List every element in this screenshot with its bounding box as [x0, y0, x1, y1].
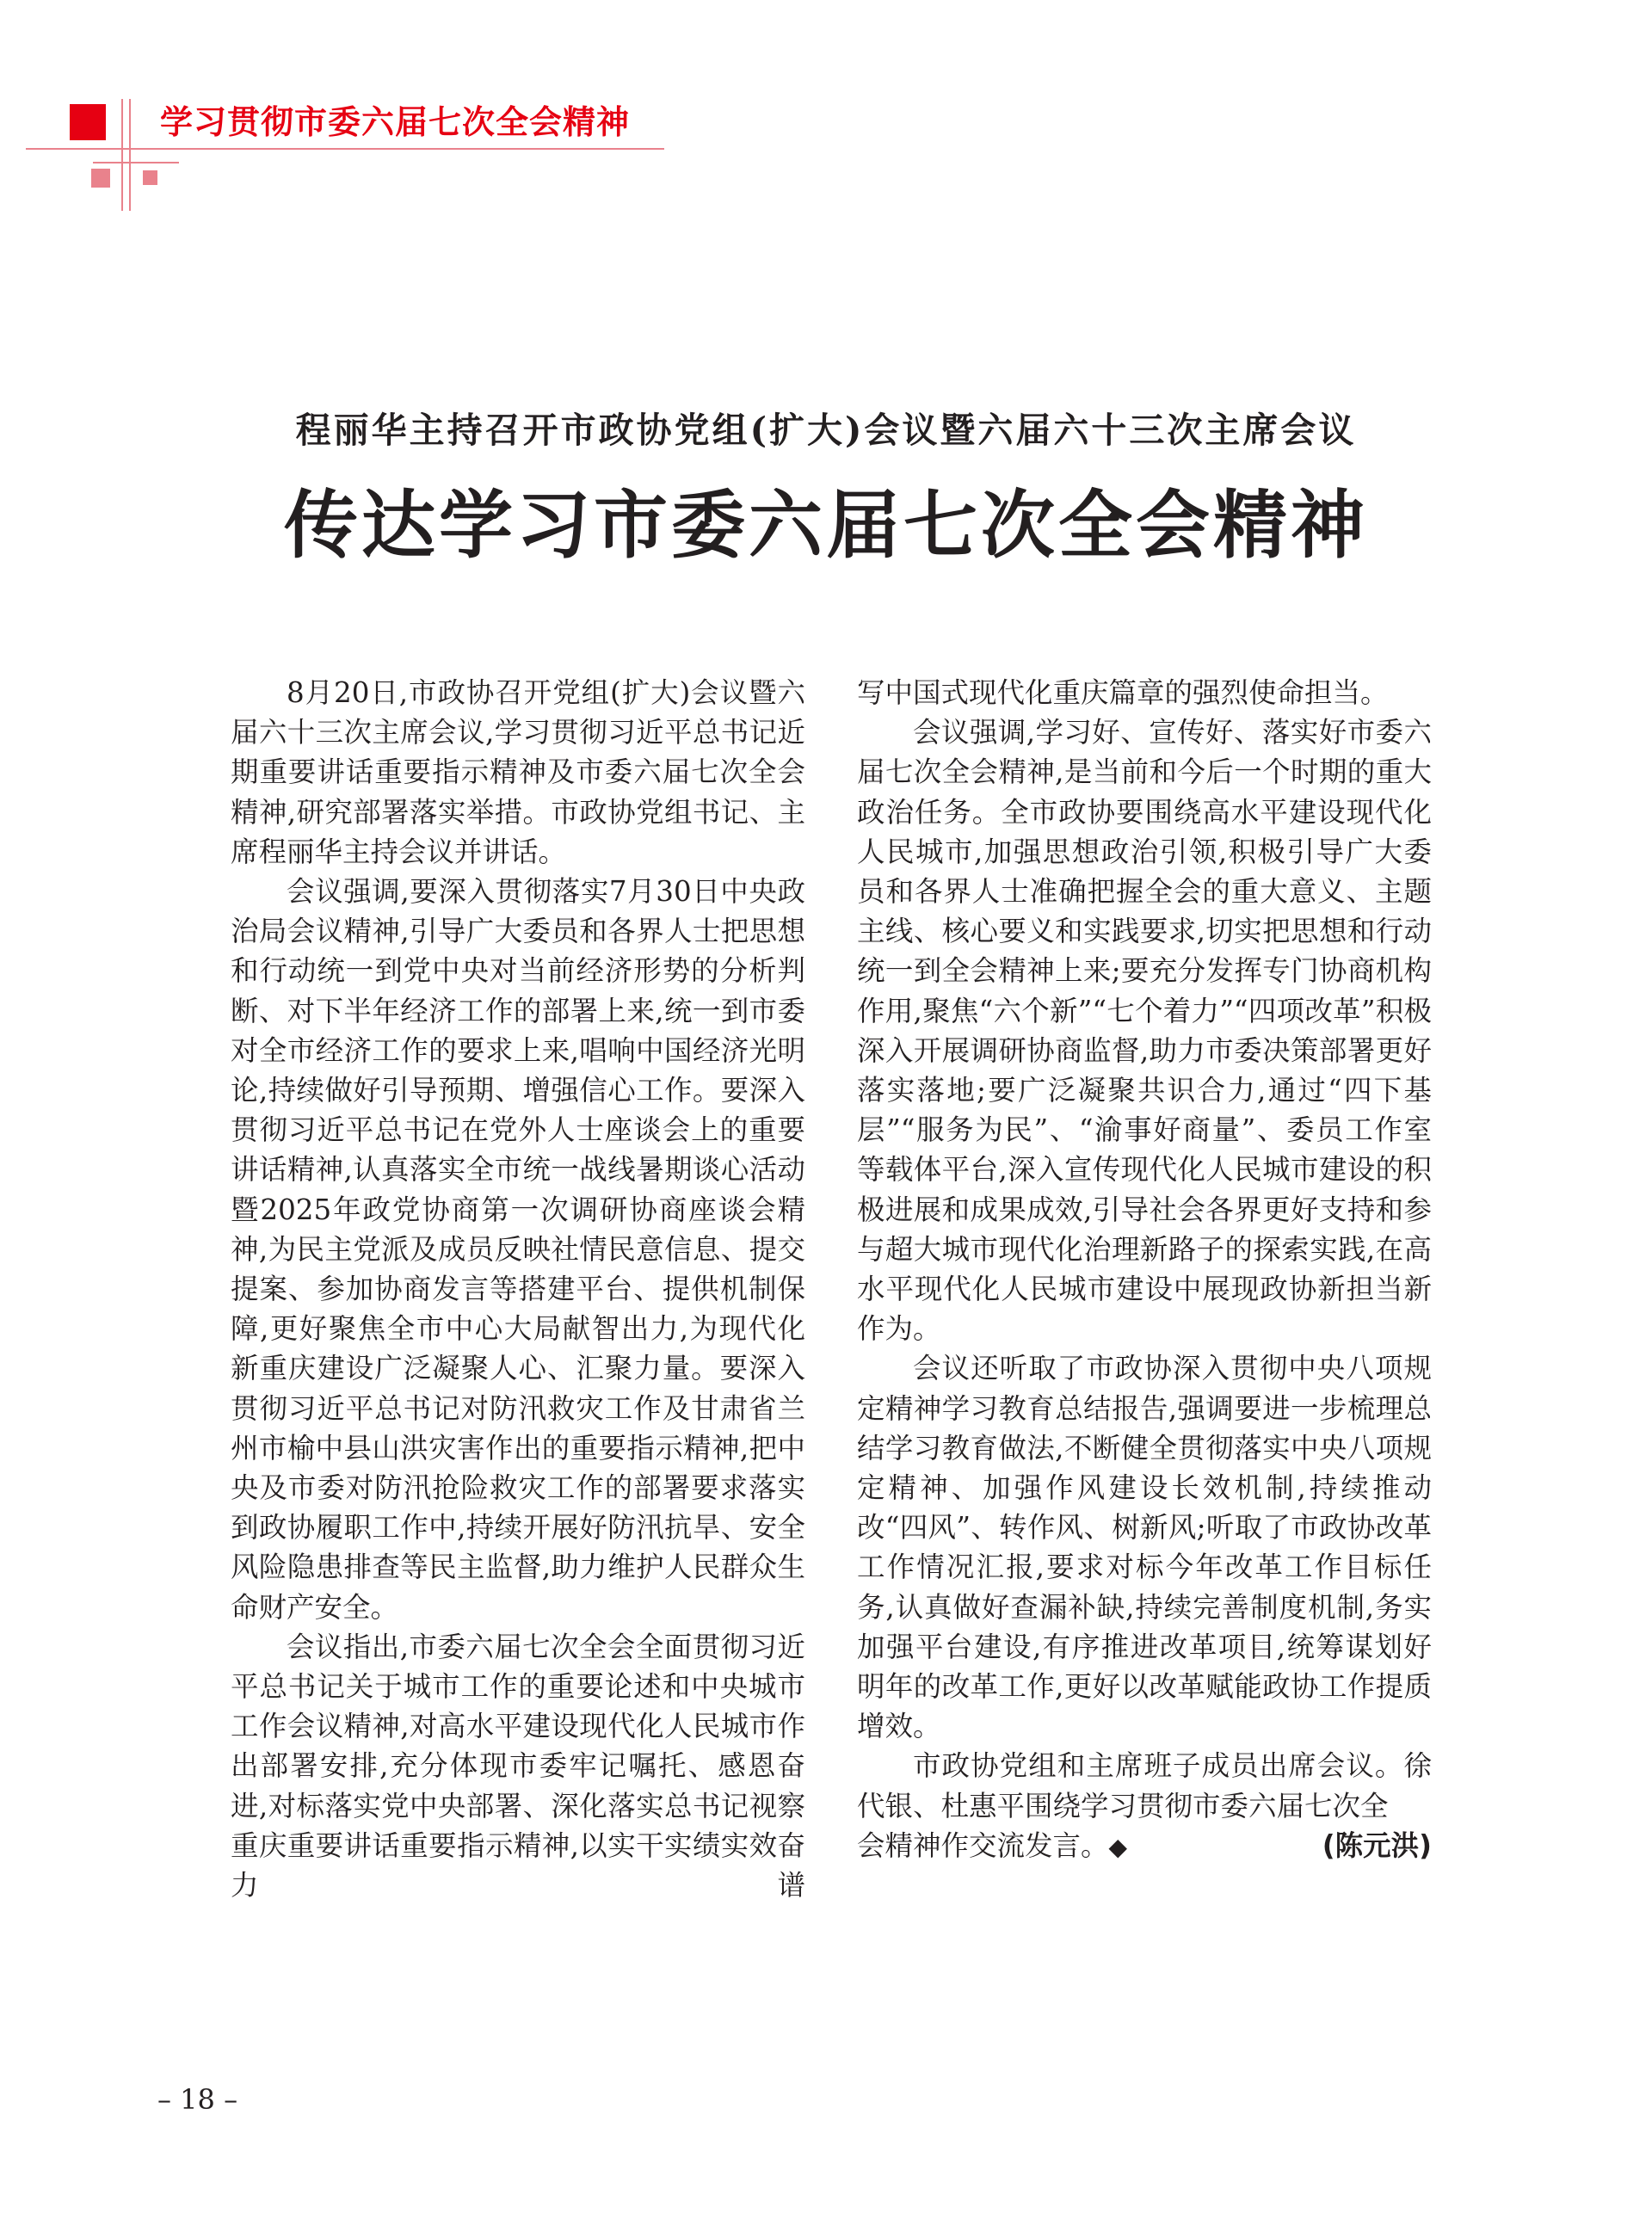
paragraph: 会议指出,市委六届七次全会全面贯彻习近平总书记关于城市工作的重要论述和中央城市工作会议精神,对高水平建设现代化人民城市作出部署安排,充分体现市委牢记嘱托、感恩奋进,对标落实党中央部署、深化落实总书记视察重庆重要讲话重要指示精神,以实干实绩实效奋力谱 — [231, 1630, 805, 1902]
article-title: 传达学习市委六届七次全会精神 — [284, 483, 1368, 569]
header-rule-vertical-2 — [129, 99, 131, 211]
paragraph: 会议还听取了市政协深入贯彻中央八项规定精神学习教育总结报告,强调要进一步梳理总结学习教育做法,不断健全贯彻落实中央八项规定精神、加强作风建设长效机制,持续推动改“四风”、转作风、树新风;听取了市政协改革工作情况汇报,要求对标今年改革工作目标任务,认真做好查漏补缺,持续完善制度机制,务实加强平台建设,有序推进改革项目,统筹谋划好明年的改革工作,更好以改革赋能政协工作提质增效。 — [857, 1352, 1432, 1743]
article-subtitle: 程丽华主持召开市政协党组(扩大)会议暨六届六十三次主席会议 — [295, 410, 1357, 451]
page-number: – 18 – — [157, 2083, 238, 2116]
end-diamond-icon: ◆ — [1108, 1832, 1128, 1861]
right-column — [857, 673, 1432, 1867]
section-header — [0, 0, 1652, 224]
red-square-mark — [70, 104, 106, 140]
pink-square-mark — [91, 169, 110, 188]
author-byline: (陈元洪) — [1322, 1828, 1432, 1862]
paragraph: 会议强调,要深入贯彻落实7月30日中央政治局会议精神,引导广大委员和各界人士把思想和行动统一到党中央对当前经济形势的分析判断、对下半年经济工作的部署上来,统一到市委对全市经济工作的要求上来,唱响中国经济光明论,持续做好引导预期、增强信心工作。要深入贯彻习近平总书记在党外人士座谈会上的重要讲话精神,认真落实全市统一战线暑期谈心活动暨2025年政党协商第一次调研协商座谈会精神,为民主党派及成员反映社情民意信息、提交提案、参加协商发言等搭建平台、提供机制保障,更好聚焦全市中心大局献智出力,为现代化新重庆建设广泛凝聚人心、汇聚力量。要深入贯彻习近平总书记对防汛救灾工作及甘肃省兰州市榆中县山洪灾害作出的重要指示精神,把中央及市委对防汛抢险救灾工作的部署要求落实到政协履职工作中,持续开展好防汛抗旱、安全风险隐患排查等民主监督,助力维护人民群众生命财产安全。 — [231, 875, 805, 1624]
paragraph: 市政协党组和主席班子成员出席会议。徐代银、杜惠平围绕学习贯彻市委六届七次全 — [857, 1749, 1432, 1822]
paragraph: 8月20日,市政协召开党组(扩大)会议暨六届六十三次主席会议,学习贯彻习近平总书记近期重要讲话重要指示精神及市委六届七次全会精神,研究部署落实举措。市政协党组书记、主席程丽华主持会议并讲话。 — [231, 676, 805, 868]
paragraph-continued: 写中国式现代化重庆篇章的强烈使命担当。 — [857, 676, 1389, 709]
paragraph: 会议强调,学习好、宣传好、落实好市委六届七次全会精神,是当前和今后一个时期的重大政治任务。全市政协要围绕高水平建设现代化人民城市,加强思想政治引领,积极引导广大委员和各界人士准确把握全会的重大意义、主题主线、核心要义和实践要求,切实把思想和行动统一到全会精神上来;要充分发挥专门协商机构作用,聚焦“六个新”“七个着力”“四项改革”积极深入开展调研协商监督,助力市委决策部署更好落实落地;要广泛凝聚共识合力,通过“四下基层”“服务为民”、“渝事好商量”、委员工作室等载体平台,深入宣传现代化人民城市建设的积极进展和成果成效,引导社会各界更好支持和参与超大城市现代化治理新路子的探索实践,在高水平现代化人民城市建设中展现政协新担当新作为。 — [857, 716, 1432, 1346]
header-rule-vertical-1 — [121, 99, 123, 211]
paragraph-end: 会精神作交流发言。 — [857, 1828, 1109, 1862]
pink-square-mark-small — [143, 170, 157, 185]
header-rule-bottom — [93, 162, 179, 163]
closing-text — [857, 1826, 1127, 1867]
closing-line — [857, 1826, 1432, 1867]
left-column — [231, 673, 805, 1905]
section-title: 学习贯彻市委六届七次全会精神 — [160, 103, 631, 141]
